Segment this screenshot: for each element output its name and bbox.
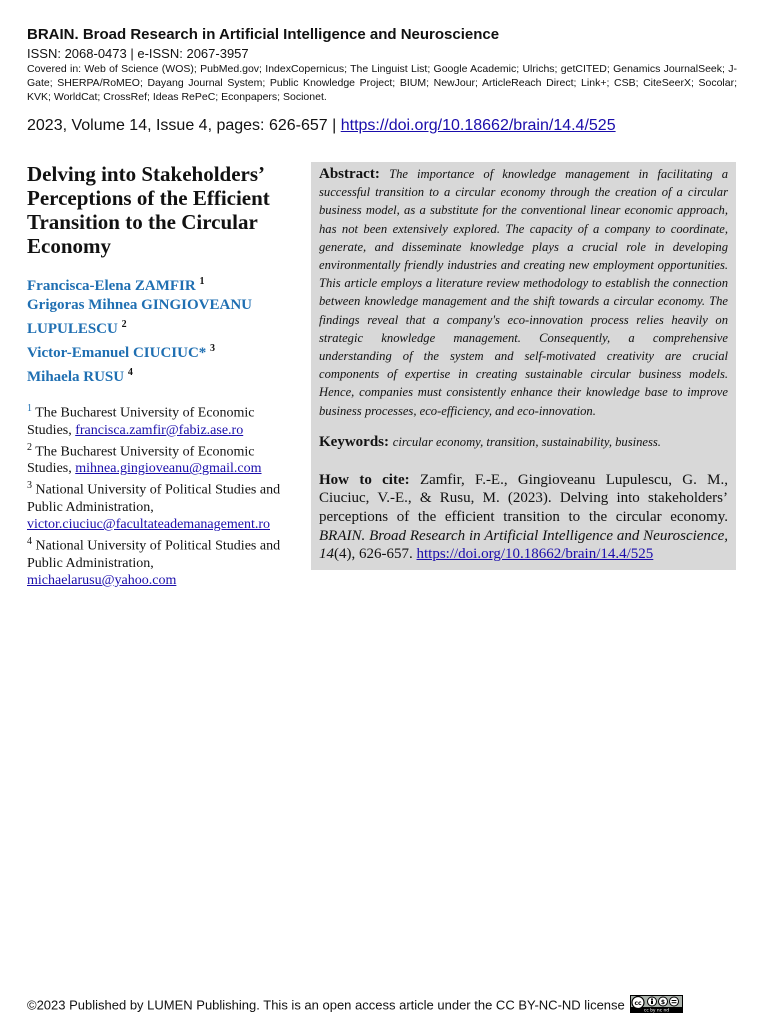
journal-header <box>27 26 737 136</box>
abstract-box <box>311 162 736 570</box>
cc-license-badge[interactable] <box>630 995 683 1017</box>
author-name: Victor-Emanuel CIUCIUC* $^3$ <box>27 343 216 361</box>
keywords <box>319 433 728 451</box>
author-name: Grigoras Mihnea GINGIOVEANU LUPULESCU $^2$ <box>27 297 252 337</box>
affiliation: $^4$ National University of Political Studies and Public Administration, michaelarusu@yahoo.com <box>27 533 302 589</box>
author-email-link[interactable]: francisca.zamfir@fabiz.ase.ro <box>75 422 244 438</box>
author-email-link[interactable]: victor.ciuciuc@facultateademanagement.ro <box>27 516 270 532</box>
doi-link[interactable]: https://doi.org/10.18662/brain/14.4/525 <box>340 117 616 134</box>
cite-label: How to cite: <box>319 471 410 488</box>
cite-pages: (4), 626-657. <box>334 546 413 563</box>
indexing-list: Covered in: Web of Science (WOS); PubMed.gov; IndexCopernicus; The Linguist List; Google Academic; Ulrichs; getCITED; Genamics JournalSeek; J-Gate; SHERPA/RoMEO; Dayang Journal System; Public Knowledge Project; BIUM; NewJour; ArticleReach Direct; Link+; CSB; CiteSeerX; Socolar; KVK; WorldCat; CrossRef; Ideas RePeC; Econpapers; Socionet. <box>27 63 737 103</box>
author-list <box>27 272 302 387</box>
cite-text: Zamfir, F.-E., Gingioveanu Lupulescu, G. M., Ciuciuc, V.-E., & Rusu, M. (2023). Delving into stakeholders’ perceptions of the efficient transition to the circular economy. <box>319 471 729 526</box>
article-title: Delving into Stakeholders’ Perceptions of the Efficient Transition to the Circular Economy <box>27 162 270 258</box>
author-email-link[interactable]: mihnea.gingioveanu@gmail.com <box>75 461 262 477</box>
abstract <box>319 165 728 420</box>
abstract-label: Abstract: <box>319 166 380 182</box>
author-name: Mihaela RUSU $^4$ <box>27 367 133 385</box>
author-name: Francisca-Elena ZAMFIR $^1$ <box>27 276 205 294</box>
how-to-cite <box>319 471 728 564</box>
svg-text:cc: cc <box>634 1000 642 1007</box>
cc-by-nc-nd-icon <box>630 995 683 1013</box>
volume-text: 2023, Volume 14, Issue 4, pages: 626-657 | <box>27 117 337 134</box>
keywords-label: Keywords: <box>319 433 389 450</box>
affiliation: $^3$ National University of Political Studies and Public Administration, victor.ciuciuc@facultateademanagement.ro <box>27 477 302 533</box>
affiliation: $^1$ The Bucharest University of Economic Studies, francisca.zamfir@fabiz.ase.ro <box>27 403 255 438</box>
license-text: ©2023 Published by LUMEN Publishing. This is an open access article under the CC BY-NC-ND license <box>27 997 625 1013</box>
journal-title: BRAIN. Broad Research in Artificial Intelligence and Neuroscience <box>27 26 500 43</box>
abstract-text: The importance of knowledge management in facilitating a successful transition to a circular economy through the creation of a circular business model, as a substitute for the conventional linear economic approach, has not been extensively explored. The capacity of a company to coordinate, generate, and disseminate knowledge plays a crucial role in developing environmentally friendly industries and creating new employment opportunities. This article employs a literature review methodology to establish the connection between knowledge management and the shift towards a circular economy. The findings reveal that a company's eco-innovation process relies heavily on strategic knowledge management. Consequently, a comprehensive understanding of the system and self-motivated creativity are crucial components of expertise in creating sustainable circular business models. Hence, companies must consistently enhance their knowledge base to improve business processes, eco-efficiency, and eco-innovation. <box>319 167 728 418</box>
cite-journal: BRAIN. Broad Research in Artificial Intelligence and Neuroscience, 14 <box>319 527 728 563</box>
keywords-text: circular economy, transition, sustainability, business. <box>392 434 661 449</box>
volume-line <box>27 116 737 136</box>
journal-issn: ISSN: 2068-0473 | e-ISSN: 2067-3957 <box>27 46 249 61</box>
cite-doi-link[interactable]: https://doi.org/10.18662/brain/14.4/525 <box>416 546 654 563</box>
svg-text:cc by nc nd: cc by nc nd <box>644 1008 670 1013</box>
article-info <box>27 162 302 589</box>
affiliation-list <box>27 400 302 589</box>
author-email-link[interactable]: michaelarusu@yahoo.com <box>27 572 177 588</box>
affiliation: $^2$ The Bucharest University of Economic Studies, mihnea.gingioveanu@gmail.com <box>27 441 262 477</box>
svg-text:$: $ <box>661 999 666 1006</box>
footer <box>27 995 737 1017</box>
